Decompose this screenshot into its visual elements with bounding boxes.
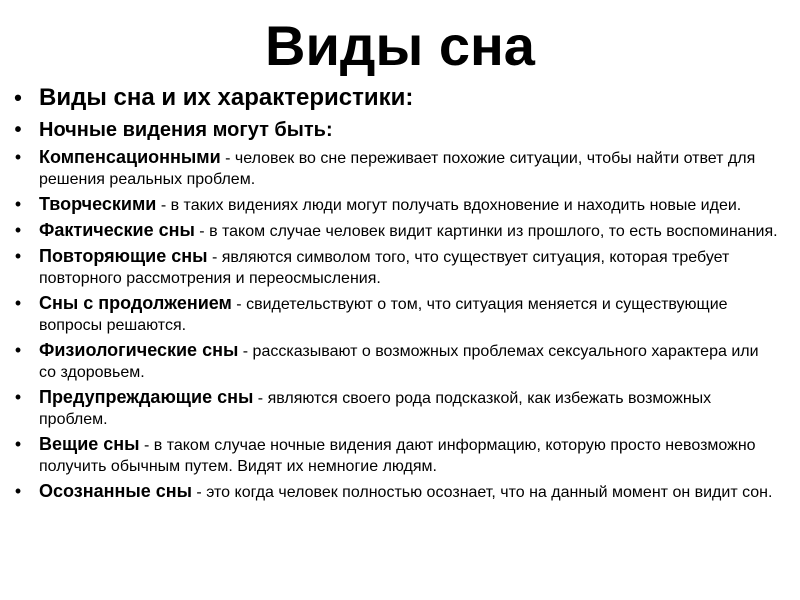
item-term: Повторяющие сны xyxy=(39,246,208,266)
list-heading-types xyxy=(8,84,778,112)
item-term: Сны с продолжением xyxy=(39,293,232,313)
item-description: - это когда человек полностью осознает, что на данный момент он видит сон. xyxy=(191,484,773,501)
list-item xyxy=(8,220,778,242)
list-item xyxy=(8,246,778,289)
item-term: Физиологические сны xyxy=(39,340,239,360)
item-term: Вещие сны xyxy=(39,434,140,454)
slide-title: Виды сна xyxy=(265,14,535,77)
item-term: Компенсационными xyxy=(39,147,221,167)
bullet-icon: • xyxy=(14,147,22,167)
item-term: Осознанные сны xyxy=(39,481,192,501)
bullet-icon: • xyxy=(14,340,22,360)
list-item xyxy=(8,340,778,383)
list-item xyxy=(8,194,778,216)
bullet-icon: • xyxy=(14,434,22,454)
list-item xyxy=(8,481,778,503)
bullet-icon: • xyxy=(14,85,22,110)
bullet-list xyxy=(8,84,778,507)
list-item xyxy=(8,387,778,430)
list-item xyxy=(8,293,778,336)
item-description: - рассказывают о возможных проблемах сексуального характера или со здоровьем. xyxy=(39,343,759,381)
item-description: - являются символом того, что существует ситуация, которая требует повторного рассмотрения и переосмысления. xyxy=(39,249,730,287)
item-description: - в таких видениях люди могут получать вдохновение и находить новые идеи. xyxy=(156,197,742,214)
item-description: - свидетельствуют о том, что ситуация меняется и существующие вопросы решаются. xyxy=(39,296,728,334)
bullet-icon: • xyxy=(14,119,22,141)
item-description: - человек во сне переживает похожие ситуации, чтобы найти ответ для решения реальных проблем. xyxy=(39,150,756,188)
bullet-icon: • xyxy=(14,481,22,501)
item-term: Предупреждающие сны xyxy=(39,387,254,407)
item-description: - являются своего рода подсказкой, как избежать возможных проблем. xyxy=(39,390,712,428)
bullet-icon: • xyxy=(14,293,22,313)
list-item xyxy=(8,147,778,190)
item-term: Творческими xyxy=(39,194,157,214)
item-description: - в таком случае человек видит картинки из прошлого, то есть воспоминания. xyxy=(194,223,778,240)
item-description: - в таком случае ночные видения дают информацию, которую просто невозможно получить обычным путем. Видят их немногие людям. xyxy=(39,437,756,475)
bullet-icon: • xyxy=(14,220,22,240)
item-term: Фактические сны xyxy=(39,220,195,240)
list-heading-night-visions xyxy=(8,118,778,142)
bullet-icon: • xyxy=(14,246,22,266)
heading-text: Ночные видения могут быть: xyxy=(39,119,333,141)
bullet-icon: • xyxy=(14,387,22,407)
bullet-icon: • xyxy=(14,194,22,214)
heading-text: Виды сна и их характеристики: xyxy=(39,84,414,111)
list-item xyxy=(8,434,778,477)
